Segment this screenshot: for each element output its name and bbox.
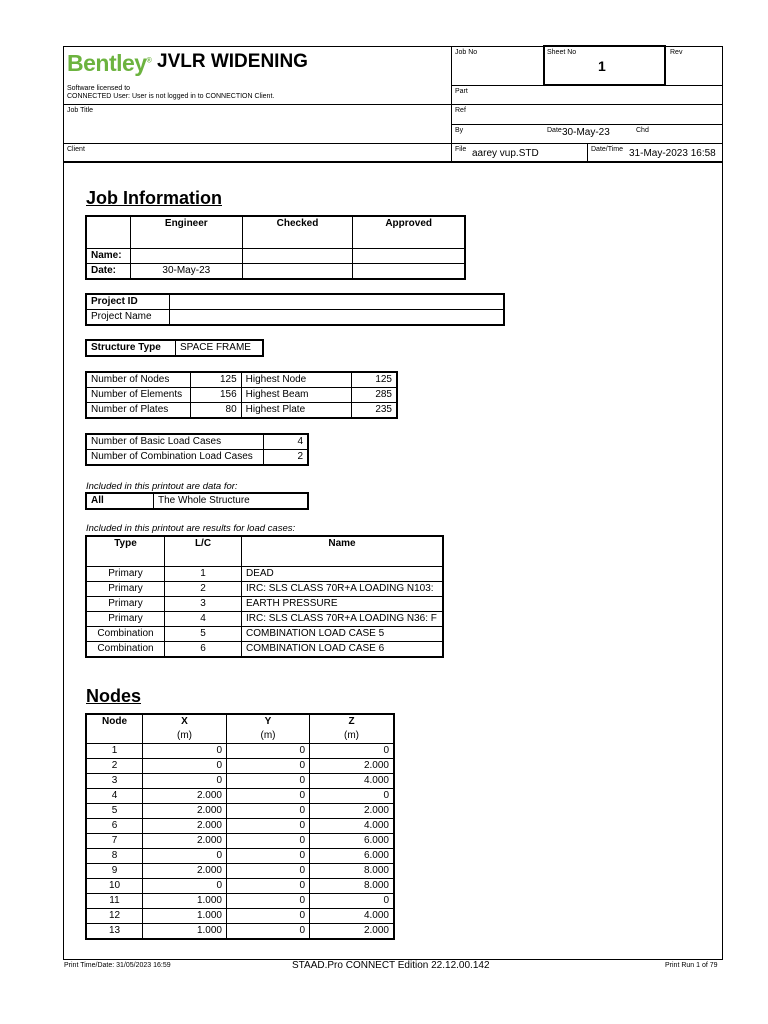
highest-value: 125 — [352, 373, 397, 388]
approved-name — [353, 249, 465, 264]
lc-number: 6 — [165, 642, 242, 657]
file-label: File — [455, 146, 467, 153]
node-z: 2.000 — [310, 804, 394, 819]
date-label: Date: — [87, 264, 131, 279]
node-id: 8 — [87, 849, 143, 864]
lc-number: 5 — [165, 627, 242, 642]
lc-name: COMBINATION LOAD CASE 5 — [242, 627, 443, 642]
node-y: 0 — [227, 819, 310, 834]
lc-name: IRC: SLS CLASS 70R+A LOADING N103: — [242, 582, 443, 597]
lc-number: 2 — [165, 582, 242, 597]
chd-label: Chd — [636, 127, 649, 134]
lc-type: Primary — [87, 612, 165, 627]
print-time: Print Time/Date: 31/05/2023 16:59 — [64, 962, 171, 969]
type-header: Type — [87, 537, 165, 567]
license-line1: Software licensed to — [67, 85, 131, 92]
header-divider — [587, 143, 588, 161]
approved-header: Approved — [353, 217, 465, 249]
project-title: JVLR WIDENING — [157, 51, 308, 72]
lc-type: Combination — [87, 627, 165, 642]
node-header: Node — [87, 715, 143, 730]
load-counts-table — [86, 434, 308, 465]
node-y: 0 — [227, 909, 310, 924]
date-label: Date — [547, 127, 562, 134]
scope-cell: All — [87, 494, 154, 509]
node-id: 5 — [87, 804, 143, 819]
node-id: 11 — [87, 894, 143, 909]
engineer-header: Engineer — [130, 217, 242, 249]
load-count-value: 2 — [263, 450, 307, 465]
header-bottom-rule — [63, 161, 723, 163]
count-label: Number of Nodes — [87, 373, 191, 388]
node-id: 1 — [87, 744, 143, 759]
project-table — [86, 294, 504, 325]
job-title-label: Job Title — [67, 107, 94, 114]
print-run: Print Run 1 of 79 — [665, 962, 718, 969]
highest-label: Highest Plate — [241, 403, 352, 418]
node-x: 1.000 — [143, 909, 227, 924]
project-id-label: Project ID — [87, 295, 170, 310]
counts-table — [86, 372, 397, 418]
structure-type-label: Structure Type — [87, 341, 176, 356]
node-id: 6 — [87, 819, 143, 834]
count-label: Number of Plates — [87, 403, 191, 418]
engineer-name — [130, 249, 242, 264]
job-no-label: Job No — [455, 49, 478, 56]
count-value: 125 — [190, 373, 241, 388]
job-info-table — [86, 216, 465, 279]
node-id: 13 — [87, 924, 143, 939]
node-id: 10 — [87, 879, 143, 894]
node-x: 1.000 — [143, 924, 227, 939]
bentley-logo: Bentley® — [67, 50, 152, 76]
node-unit — [87, 729, 143, 744]
y-unit: (m) — [227, 729, 310, 744]
lc-type: Primary — [87, 597, 165, 612]
lc-type: Primary — [87, 582, 165, 597]
name-label: Name: — [87, 249, 131, 264]
node-z: 2.000 — [310, 759, 394, 774]
lc-header: L/C — [165, 537, 242, 567]
nodes-table — [86, 714, 394, 939]
lc-name: COMBINATION LOAD CASE 6 — [242, 642, 443, 657]
node-z: 0 — [310, 894, 394, 909]
x-unit: (m) — [143, 729, 227, 744]
node-y: 0 — [227, 849, 310, 864]
sheet-no-label: Sheet No — [547, 49, 577, 56]
datetime-value: 31-May-2023 16:58 — [629, 148, 716, 159]
sheet-no-value: 1 — [598, 58, 606, 74]
highest-label: Highest Node — [241, 373, 352, 388]
rev-label: Rev — [670, 49, 683, 56]
node-id: 12 — [87, 909, 143, 924]
lc-number: 3 — [165, 597, 242, 612]
checked-date — [242, 264, 353, 279]
lc-number: 4 — [165, 612, 242, 627]
node-x: 0 — [143, 849, 227, 864]
name-header: Name — [242, 537, 443, 567]
node-y: 0 — [227, 864, 310, 879]
checked-header: Checked — [242, 217, 353, 249]
load-count-value: 4 — [263, 435, 307, 450]
highest-value: 285 — [352, 388, 397, 403]
header-rule — [451, 124, 723, 125]
node-z: 4.000 — [310, 774, 394, 789]
count-value: 156 — [190, 388, 241, 403]
node-id: 9 — [87, 864, 143, 879]
node-y: 0 — [227, 924, 310, 939]
scope-description: The Whole Structure — [154, 494, 308, 509]
blank-cell — [87, 217, 131, 249]
highest-label: Highest Beam — [241, 388, 352, 403]
node-y: 0 — [227, 774, 310, 789]
node-id: 2 — [87, 759, 143, 774]
node-y: 0 — [227, 879, 310, 894]
structure-type-value: SPACE FRAME — [176, 341, 263, 356]
node-x: 2.000 — [143, 864, 227, 879]
node-z: 0 — [310, 789, 394, 804]
node-y: 0 — [227, 759, 310, 774]
nodes-heading: Nodes — [86, 686, 142, 706]
datetime-label: Date/Time — [591, 146, 624, 153]
node-z: 0 — [310, 744, 394, 759]
load-cases-table — [86, 536, 443, 657]
node-x: 0 — [143, 879, 227, 894]
node-z: 6.000 — [310, 834, 394, 849]
lc-name: EARTH PRESSURE — [242, 597, 443, 612]
highest-value: 235 — [352, 403, 397, 418]
x-header: X — [143, 715, 227, 730]
ref-label: Ref — [455, 107, 466, 114]
node-y: 0 — [227, 894, 310, 909]
node-z: 2.000 — [310, 924, 394, 939]
node-x: 2.000 — [143, 804, 227, 819]
node-z: 6.000 — [310, 849, 394, 864]
node-x: 0 — [143, 744, 227, 759]
project-name-value — [170, 310, 504, 325]
node-x: 2.000 — [143, 834, 227, 849]
node-x: 1.000 — [143, 894, 227, 909]
node-z: 8.000 — [310, 864, 394, 879]
node-id: 3 — [87, 774, 143, 789]
load-cases-note: Included in this printout are results for load cases: — [86, 523, 296, 534]
lc-type: Primary — [87, 567, 165, 582]
license-line2: CONNECTED User: User is not logged in to CONNECTION Client. — [67, 93, 275, 100]
part-label: Part — [455, 88, 468, 95]
approved-date — [353, 264, 465, 279]
software-edition: STAAD.Pro CONNECT Edition 22.12.00.142 — [292, 960, 490, 971]
node-y: 0 — [227, 804, 310, 819]
header-rule — [63, 104, 723, 105]
checked-name — [242, 249, 353, 264]
node-x: 0 — [143, 759, 227, 774]
client-label: Client — [67, 146, 85, 153]
node-y: 0 — [227, 744, 310, 759]
job-info-heading: Job Information — [86, 188, 222, 208]
lc-name: IRC: SLS CLASS 70R+A LOADING N36: F — [242, 612, 443, 627]
included-data-table — [86, 493, 308, 509]
z-header: Z — [310, 715, 394, 730]
node-y: 0 — [227, 834, 310, 849]
lc-type: Combination — [87, 642, 165, 657]
engineer-date: 30-May-23 — [130, 264, 242, 279]
count-label: Number of Elements — [87, 388, 191, 403]
header-rule — [63, 143, 723, 144]
by-label: By — [455, 127, 464, 134]
included-data-note: Included in this printout are data for: — [86, 481, 238, 492]
y-header: Y — [227, 715, 310, 730]
load-count-label: Number of Combination Load Cases — [87, 450, 264, 465]
project-name-label: Project Name — [87, 310, 170, 325]
load-count-label: Number of Basic Load Cases — [87, 435, 264, 450]
project-id-value — [170, 295, 504, 310]
lc-name: DEAD — [242, 567, 443, 582]
node-y: 0 — [227, 789, 310, 804]
file-value: aarey vup.STD — [472, 148, 539, 159]
node-id: 7 — [87, 834, 143, 849]
node-z: 4.000 — [310, 909, 394, 924]
node-x: 0 — [143, 774, 227, 789]
lc-number: 1 — [165, 567, 242, 582]
date-value: 30-May-23 — [562, 127, 610, 138]
node-z: 4.000 — [310, 819, 394, 834]
node-z: 8.000 — [310, 879, 394, 894]
node-id: 4 — [87, 789, 143, 804]
node-x: 2.000 — [143, 789, 227, 804]
count-value: 80 — [190, 403, 241, 418]
structure-type-table — [86, 340, 263, 356]
node-x: 2.000 — [143, 819, 227, 834]
z-unit: (m) — [310, 729, 394, 744]
